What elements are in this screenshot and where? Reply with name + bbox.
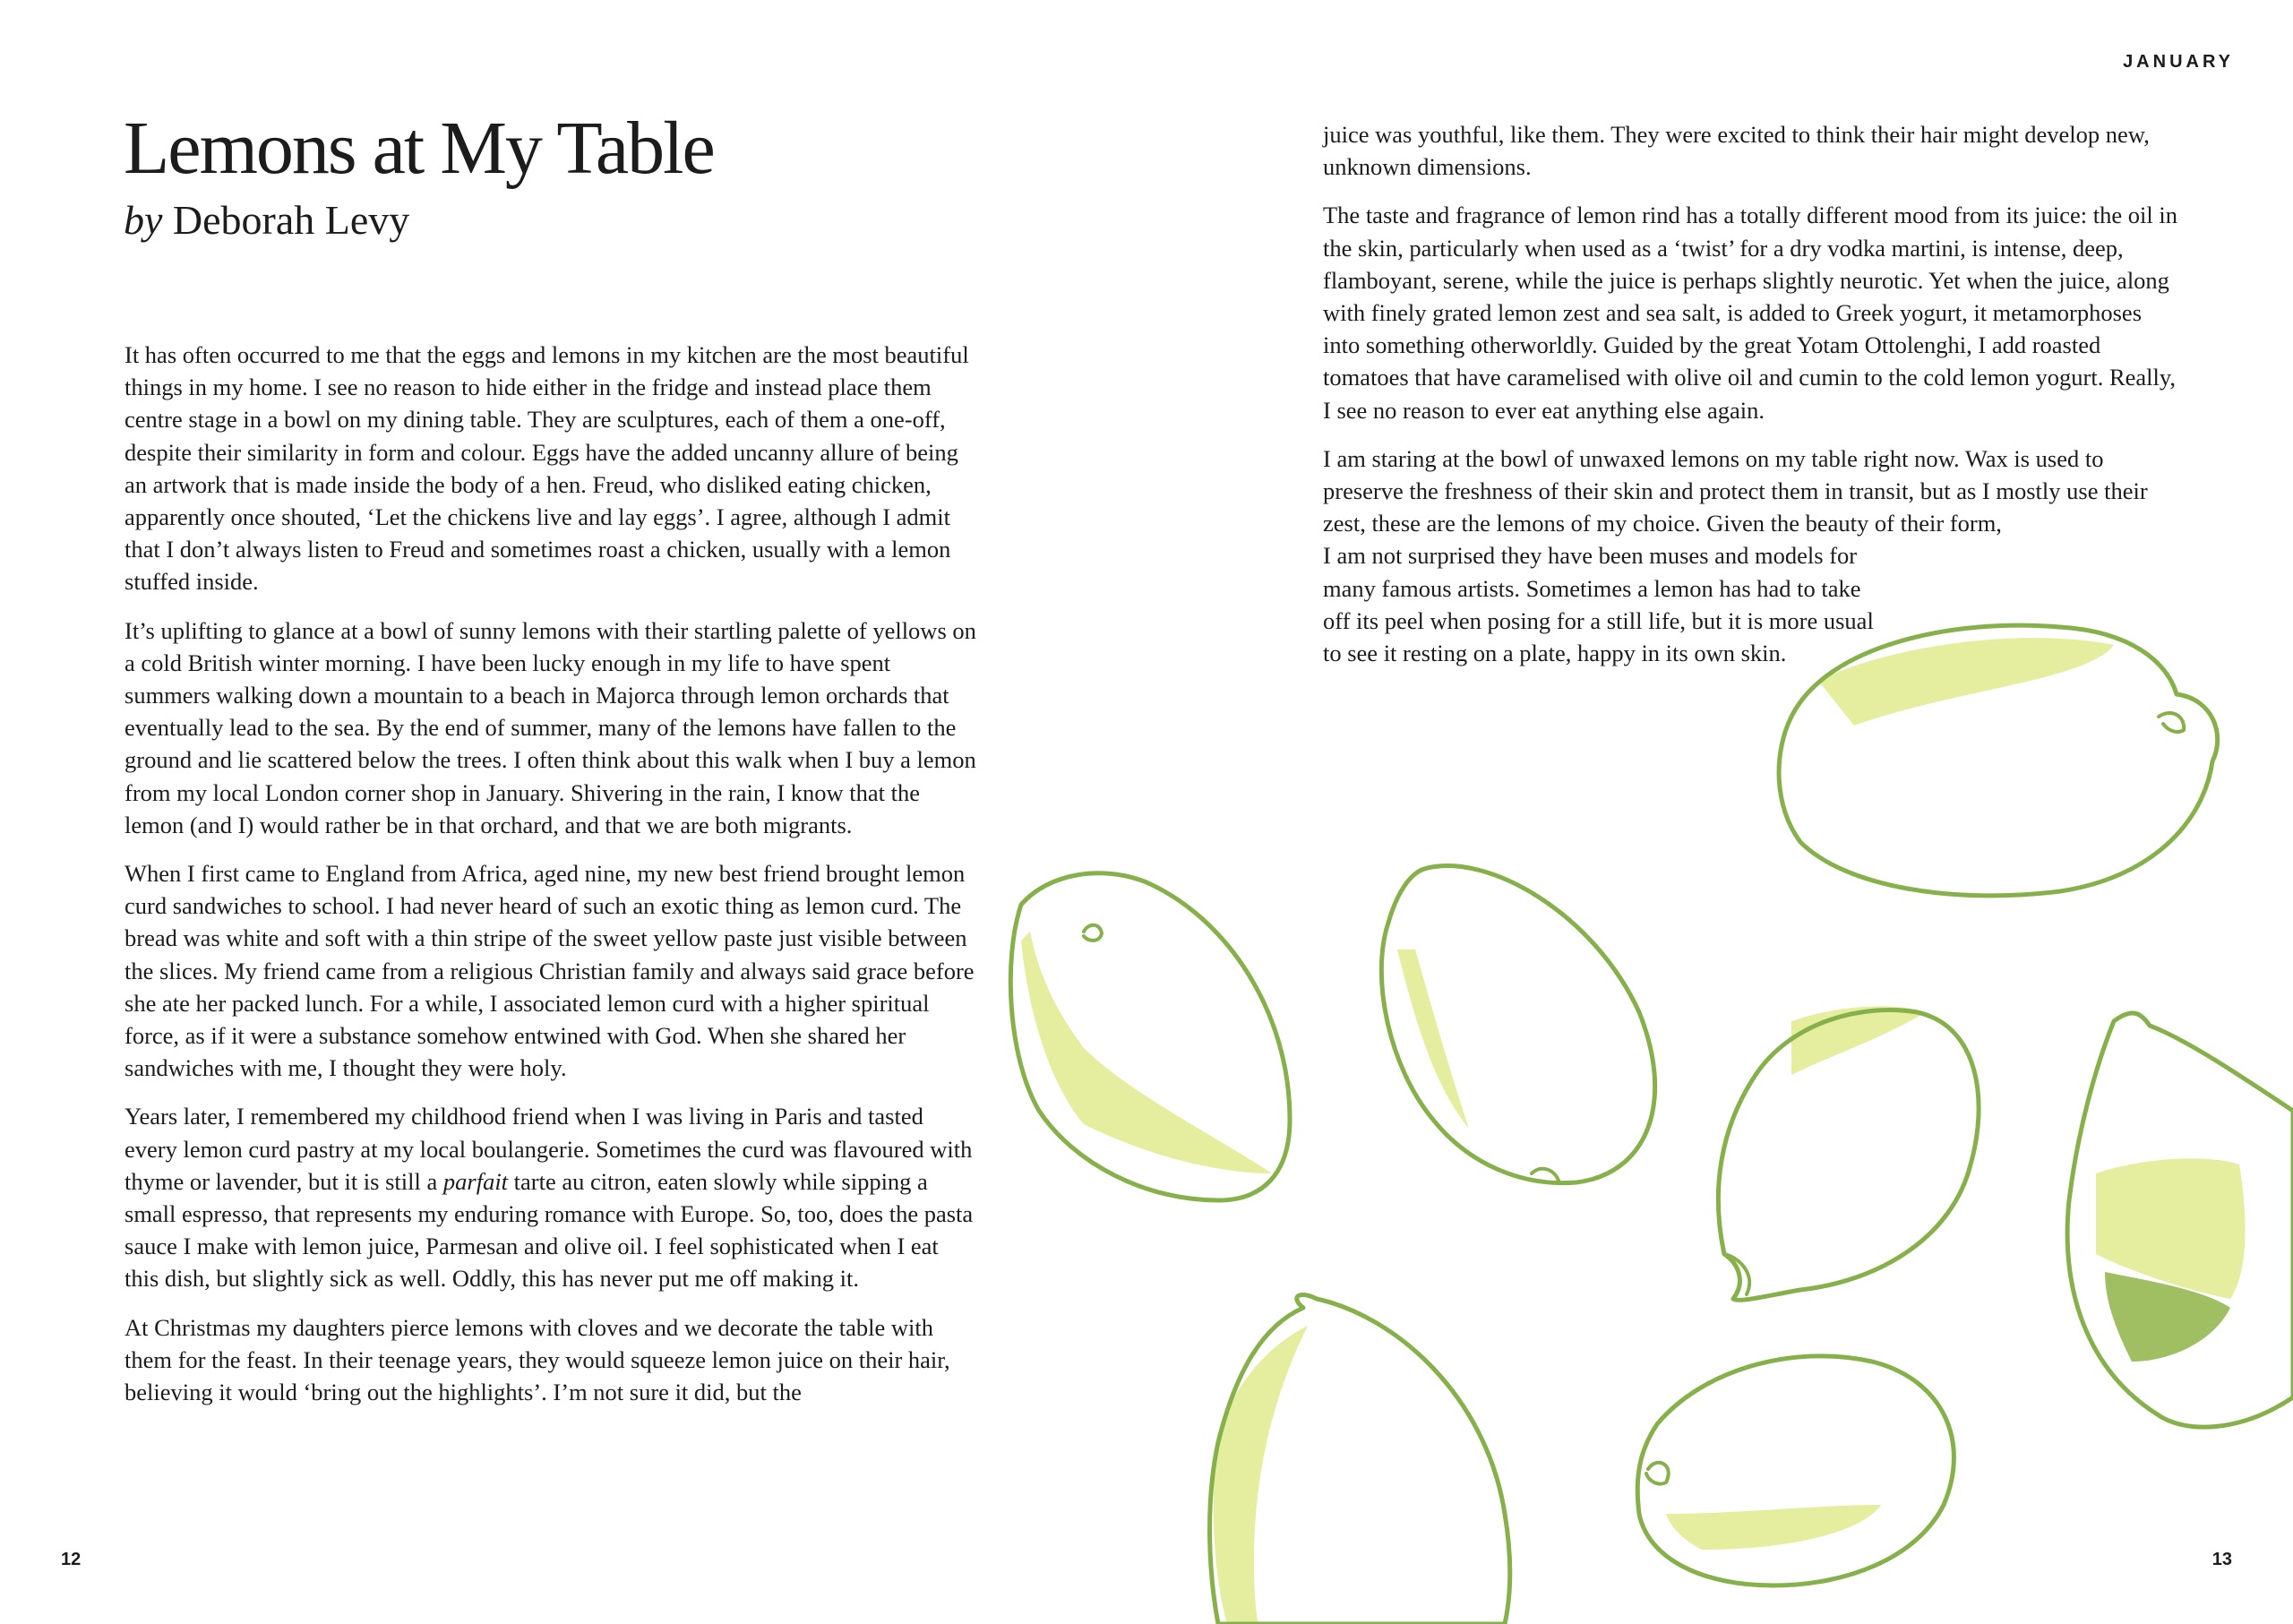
paragraph <box>125 1100 977 1294</box>
page-number-right: 13 <box>2211 1550 2232 1569</box>
lemon-icon <box>2067 1013 2293 1427</box>
lemon-icon <box>1718 1006 1979 1300</box>
paragraph-text: tarte au citron, eaten slowly while sipping a small espresso, that represents my enduring romance with Europe. So, too, does the pasta sauce I make with lemon juice, Parmesan and olive oil. I feel sophisticated when I eat this dish, but slightly sick as well. Oddly, this has never put me off making it. <box>125 1167 974 1293</box>
byline <box>124 195 409 245</box>
paragraph-text: Years later, I remembered my childhood friend when I was living in Paris and tasted every lemon curd pastry at my local boulangerie. Sometimes the curd was flavoured with thyme or lavender, but it is still a <box>125 1103 973 1195</box>
paragraph: I am staring at the bowl of unwaxed lemons on my table right now. Wax is used to preserve the freshness of their skin and protect them in transit, but as I mostly use their zest, these are the lemons of my choice. Given the beauty of their form, <box>1323 444 2148 537</box>
article-title: Lemons at My Table <box>124 107 714 190</box>
lemon-icon <box>1210 1294 1510 1624</box>
paragraph: At Christmas my daughters pierce lemons with cloves and we decorate the table with them for the feast. In their teenage years, they would squeeze lemon juice on their hair, believing it would ‘bring out the highlights’. I’m not sure it did, but the <box>125 1313 950 1406</box>
right-column <box>1323 118 2183 685</box>
byline-author: Deborah Levy <box>172 197 410 243</box>
lemon-icon <box>1010 873 1290 1200</box>
lemon-icon <box>1381 866 1654 1183</box>
paragraph: The taste and fragrance of lemon rind has a totally different mood from its juice: the oil in the skin, particularly when used as a ‘twist’ for a dry vodka martini, is intense, deep, flamboyant, serene, while the juice is perhaps slightly neurotic. Yet when the juice, along with finely grated lemon zest and sea salt, is added to Greek yogurt, it metamorphoses into something otherworldly. Guided by the great Yotam Ottolenghi, I add roasted tomatoes that have caramelised with olive oil and cumin to the cold lemon yogurt. Really, I see no reason to ever eat anything else again. <box>1323 202 2177 424</box>
running-head: JANUARY <box>2123 52 2234 72</box>
byline-prefix: by <box>124 197 163 243</box>
paragraph: When I first came to England from Africa, aged nine, my new best friend brought lemon curd sandwiches to school. I had never heard of such an exotic thing as lemon curd. The bread was white and soft with a thin stripe of the sweet yellow paste just visible between the slices. My friend came from a religious Christian family and always said grace before she ate her packed lunch. For a while, I associated lemon curd with a higher spiritual force, as if it were a substance somehow entwined with God. When she shared her sandwiches with me, I thought they were holy. <box>125 860 975 1082</box>
paragraph: I am not surprised they have been muses and models for many famous artists. Sometimes a lemon has had to take off its peel when posing for a still life, but it is more usual to see it resting on a plate, happy in its own skin. <box>1323 542 1874 667</box>
italic-word: parfait <box>442 1167 509 1195</box>
paragraph: It has often occurred to me that the eggs and lemons in my kitchen are the most beautiful things in my home. I see no reason to hide either in the fridge and instead place them centre stage in a bowl on my dining table. They are sculptures, each of them a one-off, despite their similarity in form and colour. Eggs have the added uncanny allure of being an artwork that is made inside the body of a hen. Freud, who disliked eating chicken, apparently once shouted, ‘Let the chickens live and lay eggs’. I agree, although I admit that I don’t always listen to Freud and sometimes roast a chicken, usually with a lemon stuffed inside. <box>125 341 969 596</box>
paragraph: juice was youthful, like them. They were excited to think their hair might develop new, unknown dimensions. <box>1323 121 2150 181</box>
page-number-left: 12 <box>61 1550 82 1569</box>
lemon-icon <box>1637 1356 1954 1585</box>
paragraph: It’s uplifting to glance at a bowl of sunny lemons with their startling palette of yellows on a cold British winter morning. I have been lucky enough in my life to have spent summers walking down a mountain to a beach in Majorca through lemon orchards that eventually lead to the sea. By the end of summer, many of the lemons have fallen to the ground and lie scattered below the trees. I often think about this walk when I buy a lemon from my local London corner shop in January. Shivering in the rain, I know that the lemon (and I) would rather be in that orchard, and that we are both migrants. <box>125 616 976 838</box>
left-column <box>125 339 977 1424</box>
